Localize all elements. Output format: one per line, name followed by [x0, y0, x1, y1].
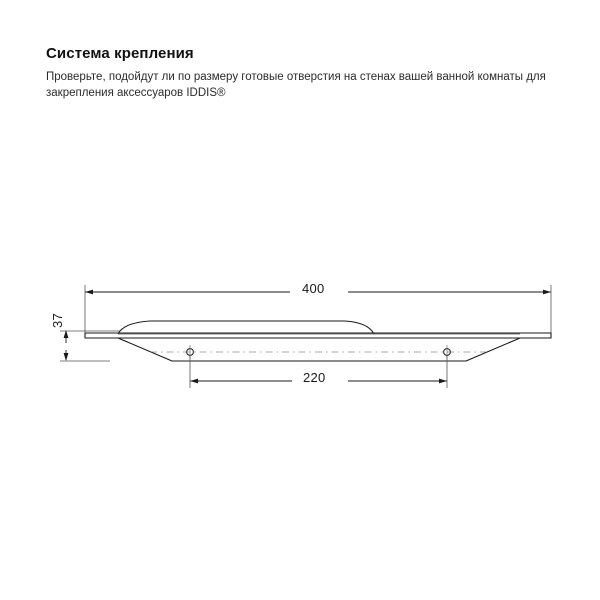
shelf-outline	[85, 321, 551, 361]
mounting-holes	[150, 345, 490, 359]
shelf-underside	[118, 338, 520, 361]
dimension-37-group	[60, 330, 120, 361]
page-title: Система крепления	[46, 45, 194, 62]
dimension-label-width: 400	[298, 281, 329, 296]
dimension-400-arrow-right	[543, 290, 551, 295]
dimension-220-arrow-right	[439, 379, 447, 384]
page-subtitle: Проверьте, подойдут ли по размеру готовые отверстия на стенах вашей ванной комнаты для закрепления аксессуаров IDDIS®	[46, 71, 546, 99]
dimension-label-hole-spacing: 220	[299, 370, 330, 385]
dimension-220-arrow-left	[190, 379, 198, 384]
dimension-400-arrow-left	[85, 290, 93, 295]
shelf-rim-curve	[118, 321, 374, 334]
dimension-37-arrow-bottom	[64, 353, 69, 361]
dimension-label-height: 37	[50, 312, 65, 328]
